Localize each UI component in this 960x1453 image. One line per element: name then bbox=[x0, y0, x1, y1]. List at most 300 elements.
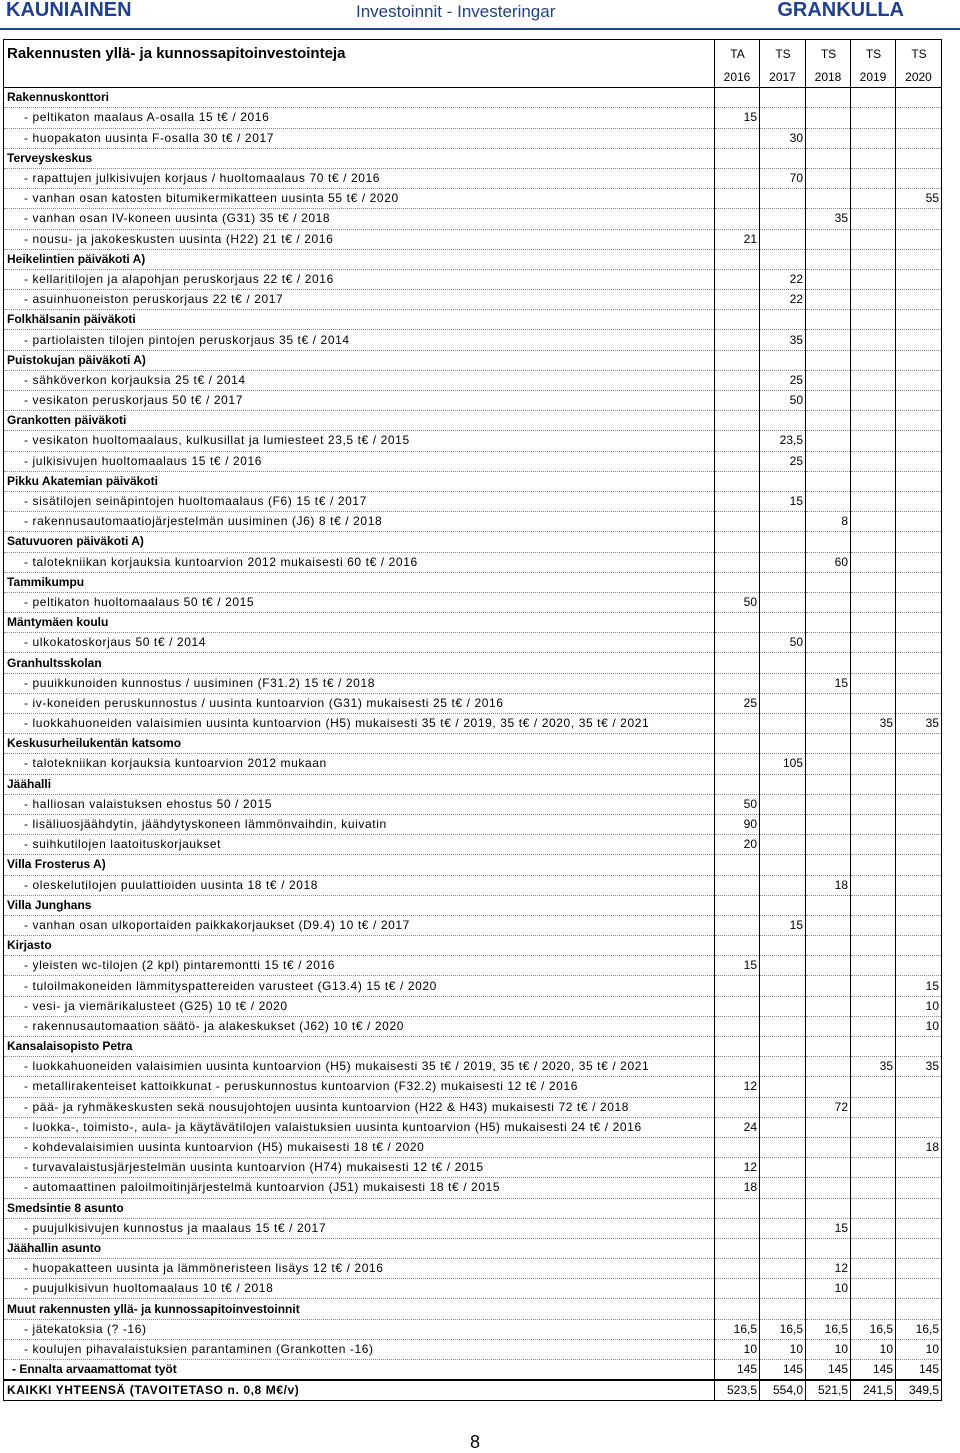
value-cell bbox=[851, 572, 896, 592]
value-cell bbox=[806, 1178, 851, 1198]
row-label: - vesi- ja viemärikalusteet (G25) 10 t€ / 2020 bbox=[4, 996, 715, 1016]
row-label: - kohdevalaisimien uusinta kuntoarvion (H5) mukaisesti 18 t€ / 2020 bbox=[4, 1137, 715, 1157]
section-row bbox=[4, 1238, 942, 1258]
value-cell bbox=[760, 976, 806, 996]
years-spacer bbox=[4, 68, 715, 88]
value-cell bbox=[715, 1198, 760, 1218]
section-label: Muut rakennusten yllä- ja kunnossapitoinvestoinnit bbox=[4, 1299, 715, 1319]
value-cell bbox=[715, 370, 760, 390]
value-cell bbox=[760, 1279, 806, 1299]
row-label: - suihkutilojen laatoituskorjaukset bbox=[4, 835, 715, 855]
value-cell bbox=[896, 411, 942, 431]
value-cell: 12 bbox=[715, 1158, 760, 1178]
value-cell bbox=[851, 370, 896, 390]
value-cell: 60 bbox=[806, 552, 851, 572]
value-cell bbox=[806, 956, 851, 976]
table-row bbox=[4, 391, 942, 411]
table-row bbox=[4, 370, 942, 390]
table-row bbox=[4, 814, 942, 834]
value-cell: 25 bbox=[715, 693, 760, 713]
value-cell bbox=[715, 936, 760, 956]
section-row bbox=[4, 532, 942, 552]
value-cell bbox=[806, 249, 851, 269]
table-row bbox=[4, 1279, 942, 1299]
value-cell bbox=[851, 330, 896, 350]
value-cell: 35 bbox=[760, 330, 806, 350]
value-cell bbox=[896, 1299, 942, 1319]
value-cell bbox=[760, 532, 806, 552]
value-cell bbox=[760, 310, 806, 330]
value-cell bbox=[851, 956, 896, 976]
section-label: Villa Junghans bbox=[4, 895, 715, 915]
value-cell: 15 bbox=[806, 1218, 851, 1238]
value-cell bbox=[715, 1057, 760, 1077]
value-cell bbox=[760, 592, 806, 612]
row-label: - rakennusautomaation säätö- ja alakeskukset (J62) 10 t€ / 2020 bbox=[4, 1016, 715, 1036]
value-cell bbox=[851, 310, 896, 330]
value-cell bbox=[760, 552, 806, 572]
value-cell bbox=[760, 1238, 806, 1258]
value-cell bbox=[715, 1218, 760, 1238]
value-cell bbox=[715, 1137, 760, 1157]
table-row bbox=[4, 1360, 942, 1381]
value-cell bbox=[760, 512, 806, 532]
value-cell bbox=[760, 1077, 806, 1097]
value-cell bbox=[806, 229, 851, 249]
col-year: 2020 bbox=[896, 68, 942, 88]
value-cell bbox=[896, 774, 942, 794]
value-cell bbox=[715, 1097, 760, 1117]
value-cell bbox=[896, 734, 942, 754]
value-cell bbox=[851, 1158, 896, 1178]
value-cell: 8 bbox=[806, 512, 851, 532]
value-cell bbox=[896, 814, 942, 834]
value-cell bbox=[896, 1218, 942, 1238]
value-cell bbox=[896, 1259, 942, 1279]
table-row bbox=[4, 996, 942, 1016]
value-cell bbox=[715, 855, 760, 875]
value-cell bbox=[760, 855, 806, 875]
value-cell bbox=[715, 653, 760, 673]
row-label: - vanhan osan ulkoportaiden paikkakorjaukset (D9.4) 10 t€ / 2017 bbox=[4, 915, 715, 935]
value-cell bbox=[851, 391, 896, 411]
value-cell bbox=[715, 875, 760, 895]
row-label: - asuinhuoneiston peruskorjaus 22 t€ / 2017 bbox=[4, 290, 715, 310]
value-cell bbox=[851, 734, 896, 754]
value-cell bbox=[851, 350, 896, 370]
value-cell bbox=[715, 976, 760, 996]
value-cell: 16,5 bbox=[896, 1319, 942, 1339]
row-label: - ulkokatoskorjaus 50 t€ / 2014 bbox=[4, 633, 715, 653]
value-cell bbox=[896, 491, 942, 511]
row-label: - metallirakenteiset kattoikkunat - peruskunnostus kuntoarvion (F32.2) mukaisesti 12 t€ / 2016 bbox=[4, 1077, 715, 1097]
header-left: KAUNIAINEN bbox=[6, 0, 132, 21]
value-cell bbox=[715, 1037, 760, 1057]
col-year: 2018 bbox=[806, 68, 851, 88]
value-cell: 16,5 bbox=[715, 1319, 760, 1339]
value-cell bbox=[851, 1137, 896, 1157]
value-cell bbox=[806, 633, 851, 653]
value-cell bbox=[806, 168, 851, 188]
value-cell bbox=[760, 734, 806, 754]
value-cell bbox=[806, 532, 851, 552]
value-cell bbox=[896, 148, 942, 168]
table-row bbox=[4, 1319, 942, 1339]
value-cell bbox=[896, 552, 942, 572]
value-cell bbox=[715, 290, 760, 310]
value-cell bbox=[896, 471, 942, 491]
value-cell bbox=[760, 895, 806, 915]
value-cell bbox=[715, 391, 760, 411]
value-cell bbox=[760, 1137, 806, 1157]
section-row bbox=[4, 895, 942, 915]
value-cell bbox=[896, 532, 942, 552]
section-label: Granhultsskolan bbox=[4, 653, 715, 673]
value-cell: 145 bbox=[715, 1360, 760, 1381]
value-cell: 18 bbox=[715, 1178, 760, 1198]
value-cell bbox=[715, 613, 760, 633]
value-cell bbox=[715, 714, 760, 734]
value-cell bbox=[896, 794, 942, 814]
value-cell bbox=[760, 1198, 806, 1218]
value-cell bbox=[715, 168, 760, 188]
value-cell bbox=[715, 330, 760, 350]
value-cell bbox=[851, 1178, 896, 1198]
row-label: - oleskelutilojen puulattioiden uusinta 18 t€ / 2018 bbox=[4, 875, 715, 895]
value-cell bbox=[760, 714, 806, 734]
table-row bbox=[4, 1016, 942, 1036]
value-cell bbox=[715, 148, 760, 168]
row-label: - vanhan osan katosten bitumikermikatteen uusinta 55 t€ / 2020 bbox=[4, 189, 715, 209]
table-row bbox=[4, 1218, 942, 1238]
value-cell bbox=[896, 835, 942, 855]
value-cell bbox=[806, 895, 851, 915]
value-cell bbox=[851, 895, 896, 915]
value-cell: 16,5 bbox=[806, 1319, 851, 1339]
value-cell bbox=[760, 229, 806, 249]
value-cell: 10 bbox=[896, 1016, 942, 1036]
section-label: Terveyskeskus bbox=[4, 148, 715, 168]
table-row bbox=[4, 1137, 942, 1157]
value-cell bbox=[896, 88, 942, 108]
row-label: - sisätilojen seinäpintojen huoltomaalaus (F6) 15 t€ / 2017 bbox=[4, 491, 715, 511]
value-cell bbox=[851, 996, 896, 1016]
value-cell: 105 bbox=[760, 754, 806, 774]
table-row bbox=[4, 1178, 942, 1198]
value-cell bbox=[896, 754, 942, 774]
value-cell: 18 bbox=[806, 875, 851, 895]
value-cell bbox=[896, 310, 942, 330]
value-cell bbox=[806, 976, 851, 996]
value-cell: 15 bbox=[760, 491, 806, 511]
value-cell bbox=[896, 269, 942, 289]
row-label: - vesikaton huoltomaalaus, kulkusillat ja lumiesteet 23,5 t€ / 2015 bbox=[4, 431, 715, 451]
value-cell bbox=[806, 996, 851, 1016]
table-row bbox=[4, 1339, 942, 1359]
section-label: Jäähallin asunto bbox=[4, 1238, 715, 1258]
value-cell bbox=[715, 915, 760, 935]
value-cell bbox=[806, 108, 851, 128]
row-label: - yleisten wc-tilojen (2 kpl) pintaremontti 15 t€ / 2016 bbox=[4, 956, 715, 976]
value-cell bbox=[851, 249, 896, 269]
value-cell bbox=[806, 431, 851, 451]
value-cell bbox=[896, 653, 942, 673]
value-cell bbox=[806, 1037, 851, 1057]
value-cell: 18 bbox=[896, 1137, 942, 1157]
value-cell bbox=[896, 956, 942, 976]
row-label: - huopakaton uusinta F-osalla 30 t€ / 2017 bbox=[4, 128, 715, 148]
value-cell bbox=[760, 249, 806, 269]
value-cell: 35 bbox=[851, 714, 896, 734]
value-cell bbox=[896, 451, 942, 471]
value-cell: 145 bbox=[760, 1360, 806, 1381]
value-cell bbox=[896, 1198, 942, 1218]
value-cell bbox=[760, 794, 806, 814]
table-row bbox=[4, 673, 942, 693]
value-cell bbox=[760, 774, 806, 794]
table-row bbox=[4, 915, 942, 935]
section-row bbox=[4, 88, 942, 108]
value-cell: 12 bbox=[715, 1077, 760, 1097]
value-cell: 16,5 bbox=[851, 1319, 896, 1339]
value-cell bbox=[896, 229, 942, 249]
value-cell bbox=[760, 673, 806, 693]
value-cell bbox=[896, 1077, 942, 1097]
value-cell: 55 bbox=[896, 189, 942, 209]
section-label: Satuvuoren päiväkoti A) bbox=[4, 532, 715, 552]
section-label: Smedsintie 8 asunto bbox=[4, 1198, 715, 1218]
row-label: - vanhan osan IV-koneen uusinta (G31) 35 t€ / 2018 bbox=[4, 209, 715, 229]
value-cell bbox=[760, 996, 806, 1016]
row-label: - rakennusautomaatiojärjestelmän uusiminen (J6) 8 t€ / 2018 bbox=[4, 512, 715, 532]
section-row bbox=[4, 148, 942, 168]
row-label: - nousu- ja jakokeskusten uusinta (H22) 21 t€ / 2016 bbox=[4, 229, 715, 249]
value-cell bbox=[851, 1037, 896, 1057]
value-cell bbox=[851, 411, 896, 431]
total-row bbox=[4, 1380, 942, 1401]
section-row bbox=[4, 1198, 942, 1218]
value-cell: 90 bbox=[715, 814, 760, 834]
table-row bbox=[4, 229, 942, 249]
value-cell bbox=[896, 391, 942, 411]
value-cell: 22 bbox=[760, 269, 806, 289]
table-row bbox=[4, 1259, 942, 1279]
col-type: TS bbox=[806, 40, 851, 69]
table-row bbox=[4, 209, 942, 229]
value-cell bbox=[760, 572, 806, 592]
value-cell bbox=[896, 370, 942, 390]
value-cell bbox=[715, 754, 760, 774]
value-cell bbox=[851, 1097, 896, 1117]
value-cell bbox=[896, 512, 942, 532]
value-cell bbox=[851, 532, 896, 552]
table-row bbox=[4, 128, 942, 148]
value-cell bbox=[715, 512, 760, 532]
value-cell bbox=[851, 592, 896, 612]
value-cell: 70 bbox=[760, 168, 806, 188]
value-cell bbox=[806, 814, 851, 834]
section-row bbox=[4, 350, 942, 370]
value-cell bbox=[760, 653, 806, 673]
table-row bbox=[4, 754, 942, 774]
value-cell: 521,5 bbox=[806, 1380, 851, 1401]
table-row bbox=[4, 875, 942, 895]
value-cell bbox=[806, 734, 851, 754]
value-cell bbox=[760, 1097, 806, 1117]
value-cell bbox=[851, 168, 896, 188]
section-label: Mäntymäen koulu bbox=[4, 613, 715, 633]
value-cell bbox=[715, 310, 760, 330]
value-cell bbox=[851, 512, 896, 532]
page-number: 8 bbox=[470, 1432, 481, 1452]
value-cell: 35 bbox=[896, 714, 942, 734]
row-label: - tuloilmakoneiden lämmityspattereiden varusteet (G13.4) 15 t€ / 2020 bbox=[4, 976, 715, 996]
value-cell bbox=[806, 330, 851, 350]
value-cell bbox=[806, 835, 851, 855]
value-cell bbox=[896, 330, 942, 350]
col-year: 2019 bbox=[851, 68, 896, 88]
table-row bbox=[4, 330, 942, 350]
value-cell bbox=[806, 88, 851, 108]
row-label: - automaattinen paloilmoitinjärjestelmä kuntoarvion (J51) mukaisesti 18 t€ / 2015 bbox=[4, 1178, 715, 1198]
value-cell bbox=[715, 572, 760, 592]
value-cell: 50 bbox=[760, 391, 806, 411]
value-cell bbox=[806, 653, 851, 673]
value-cell bbox=[760, 1057, 806, 1077]
value-cell bbox=[896, 1178, 942, 1198]
value-cell bbox=[896, 1097, 942, 1117]
value-cell: 72 bbox=[806, 1097, 851, 1117]
value-cell bbox=[896, 592, 942, 612]
value-cell bbox=[806, 714, 851, 734]
value-cell bbox=[806, 794, 851, 814]
value-cell bbox=[896, 1117, 942, 1137]
page-header bbox=[0, 0, 960, 28]
value-cell bbox=[896, 249, 942, 269]
value-cell bbox=[806, 1299, 851, 1319]
value-cell bbox=[806, 128, 851, 148]
value-cell: 10 bbox=[806, 1339, 851, 1359]
value-cell bbox=[760, 1037, 806, 1057]
value-cell bbox=[715, 673, 760, 693]
row-label: - Ennalta arvaamattomat työt bbox=[4, 1360, 715, 1381]
row-label: KAIKKI YHTEENSÄ (TAVOITETASO n. 0,8 M€/v) bbox=[4, 1380, 715, 1401]
table-row bbox=[4, 189, 942, 209]
row-label: - talotekniikan korjauksia kuntoarvion 2012 mukaisesti 60 t€ / 2016 bbox=[4, 552, 715, 572]
table-row bbox=[4, 269, 942, 289]
value-cell bbox=[851, 471, 896, 491]
table-row bbox=[4, 451, 942, 471]
section-row bbox=[4, 653, 942, 673]
value-cell bbox=[851, 673, 896, 693]
table-row bbox=[4, 290, 942, 310]
value-cell: 10 bbox=[806, 1279, 851, 1299]
value-cell bbox=[715, 411, 760, 431]
value-cell bbox=[715, 431, 760, 451]
section-label: Puistokujan päiväkoti A) bbox=[4, 350, 715, 370]
section-row bbox=[4, 734, 942, 754]
value-cell bbox=[806, 754, 851, 774]
value-cell bbox=[760, 814, 806, 834]
section-label: Kirjasto bbox=[4, 936, 715, 956]
value-cell bbox=[851, 774, 896, 794]
value-cell bbox=[851, 1117, 896, 1137]
section-row bbox=[4, 572, 942, 592]
value-cell bbox=[896, 1037, 942, 1057]
value-cell bbox=[851, 1077, 896, 1097]
value-cell: 10 bbox=[851, 1339, 896, 1359]
value-cell bbox=[806, 592, 851, 612]
value-cell bbox=[806, 370, 851, 390]
table-row bbox=[4, 633, 942, 653]
table-years-row bbox=[4, 68, 942, 88]
value-cell bbox=[896, 290, 942, 310]
value-cell: 16,5 bbox=[760, 1319, 806, 1339]
row-label: - jätekatoksia (? -16) bbox=[4, 1319, 715, 1339]
value-cell: 241,5 bbox=[851, 1380, 896, 1401]
value-cell: 22 bbox=[760, 290, 806, 310]
value-cell bbox=[806, 1117, 851, 1137]
section-row bbox=[4, 249, 942, 269]
value-cell bbox=[806, 269, 851, 289]
value-cell: 50 bbox=[715, 592, 760, 612]
section-label: Kansalaisopisto Petra bbox=[4, 1037, 715, 1057]
value-cell bbox=[851, 491, 896, 511]
value-cell bbox=[715, 532, 760, 552]
value-cell bbox=[806, 915, 851, 935]
table-row bbox=[4, 693, 942, 713]
table-row bbox=[4, 512, 942, 532]
col-type: TS bbox=[896, 40, 942, 69]
value-cell bbox=[896, 128, 942, 148]
row-label: - halliosan valaistuksen ehostus 50 / 2015 bbox=[4, 794, 715, 814]
section-label: Jäähalli bbox=[4, 774, 715, 794]
value-cell bbox=[896, 855, 942, 875]
row-label: - turvavalaistusjärjestelmän uusinta kuntoarvion (H74) mukaisesti 12 t€ / 2015 bbox=[4, 1158, 715, 1178]
value-cell bbox=[896, 613, 942, 633]
value-cell: 15 bbox=[806, 673, 851, 693]
value-cell: 523,5 bbox=[715, 1380, 760, 1401]
value-cell: 15 bbox=[715, 108, 760, 128]
value-cell bbox=[806, 310, 851, 330]
value-cell bbox=[715, 88, 760, 108]
value-cell: 145 bbox=[896, 1360, 942, 1381]
value-cell bbox=[715, 996, 760, 1016]
row-label: - vesikaton peruskorjaus 50 t€ / 2017 bbox=[4, 391, 715, 411]
row-label: - julkisivujen huoltomaalaus 15 t€ / 2016 bbox=[4, 451, 715, 471]
section-label: Villa Frosterus A) bbox=[4, 855, 715, 875]
value-cell: 554,0 bbox=[760, 1380, 806, 1401]
value-cell bbox=[806, 1238, 851, 1258]
value-cell bbox=[760, 693, 806, 713]
value-cell bbox=[760, 471, 806, 491]
table-row bbox=[4, 1077, 942, 1097]
value-cell bbox=[760, 1158, 806, 1178]
value-cell bbox=[806, 1198, 851, 1218]
row-label: - talotekniikan korjauksia kuntoarvion 2012 mukaan bbox=[4, 754, 715, 774]
value-cell bbox=[851, 189, 896, 209]
row-label: - koulujen pihavalaistuksien parantaminen (Grankotten -16) bbox=[4, 1339, 715, 1359]
value-cell bbox=[851, 1279, 896, 1299]
value-cell bbox=[760, 1178, 806, 1198]
section-row bbox=[4, 936, 942, 956]
section-row bbox=[4, 471, 942, 491]
value-cell bbox=[715, 350, 760, 370]
value-cell bbox=[806, 613, 851, 633]
value-cell bbox=[851, 229, 896, 249]
value-cell: 12 bbox=[806, 1259, 851, 1279]
section-row bbox=[4, 774, 942, 794]
